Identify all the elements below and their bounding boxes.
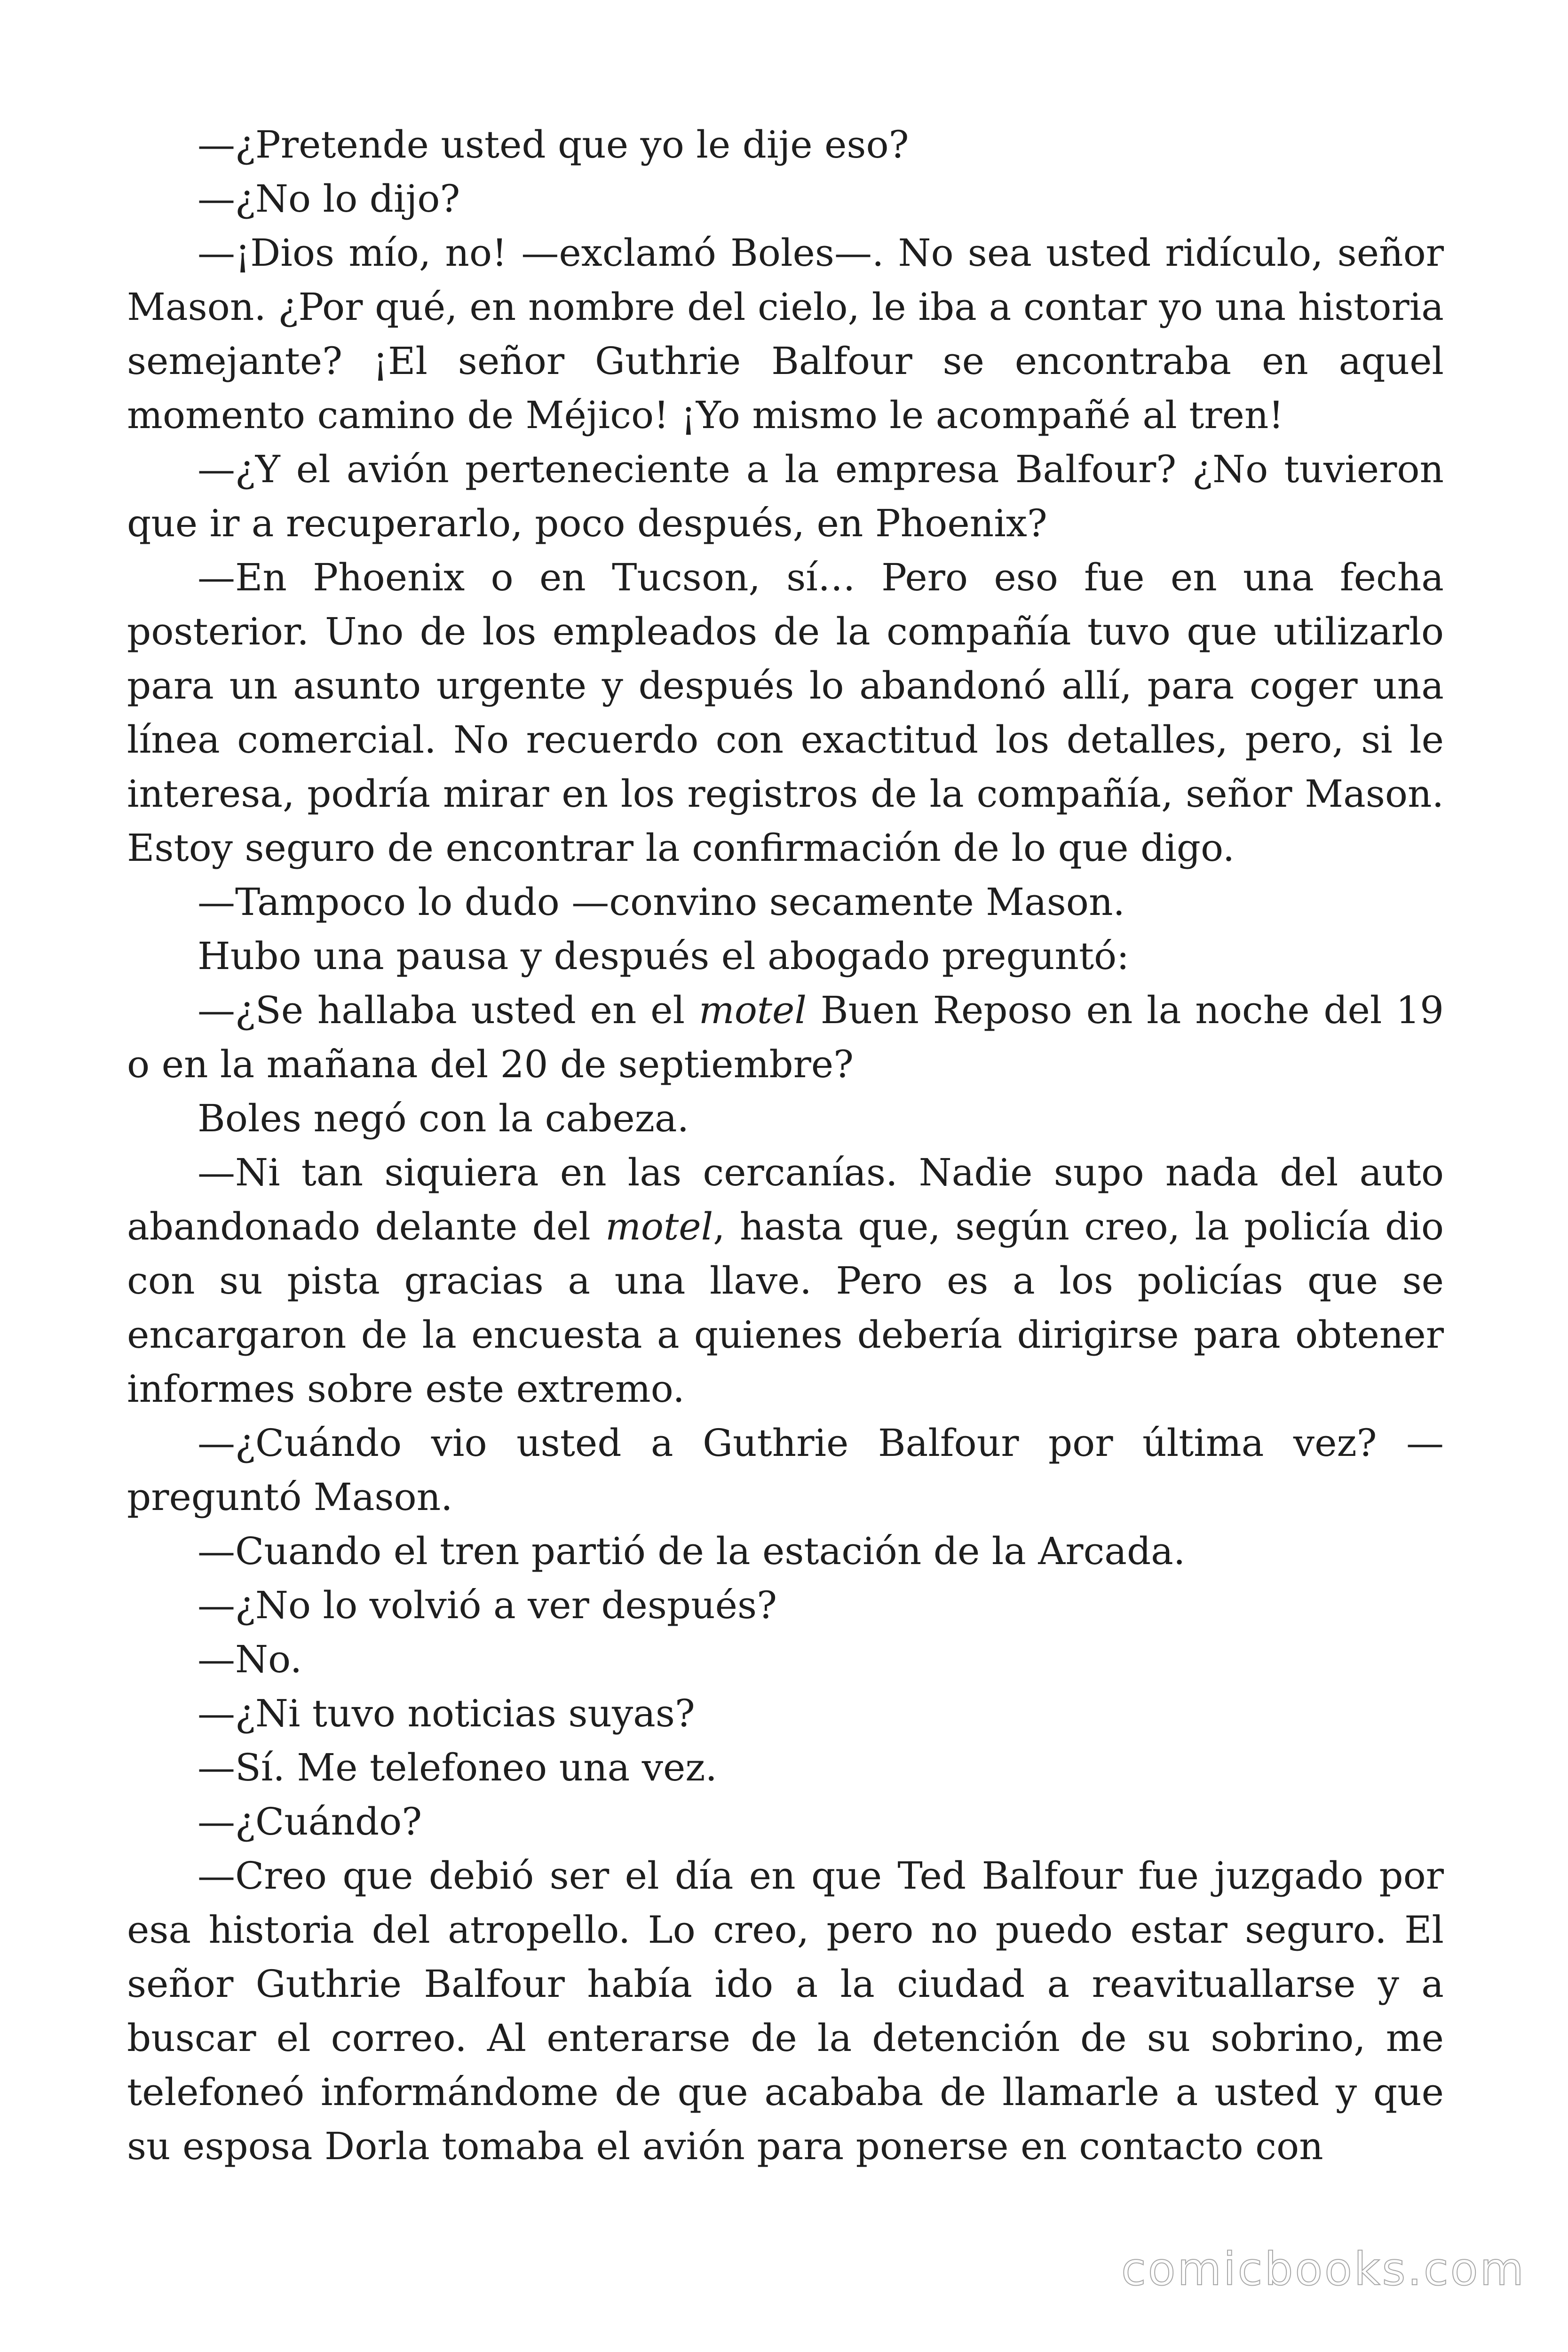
paragraph: —¿Ni tuvo noticias suyas? [198, 1692, 695, 1735]
paragraph: —Cuando el tren partió de la estación de la Arcada. [198, 1529, 1186, 1573]
paragraph: Hubo una pausa y después el abogado preguntó: [198, 934, 1130, 978]
italic-word: motel [605, 1205, 713, 1248]
paragraph-text: Buen Reposo en la noche del 19 o en la mañana del 20 de septiembre? [127, 988, 1444, 1086]
paragraph [127, 983, 1444, 1091]
paragraph: —En Phoenix o en Tucson, sí… Pero eso fue en una fecha posterior. Uno de los empleados de la compañía tuvo que utilizarlo para un asunto urgente y después lo abandonó allí, para coger una línea comercial. No recuerdo con exactitud los detalles, pero, si le interesa, podría mirar en los registros de la compañía, señor Mason. Estoy seguro de encontrar la confirmación de lo que digo. [127, 556, 1444, 870]
paragraph-text: —¿Se hallaba usted en el [198, 988, 699, 1032]
paragraph: —¿No lo volvió a ver después? [198, 1583, 777, 1627]
paragraph-text: , hasta que, según creo, la policía dio con su pista gracias a una llave. Pero es a los policías que se encargaron de la encuesta a quienes debería dirigirse para obtener informes sobre este extremo. [127, 1205, 1444, 1411]
paragraph-text: —Ni tan siquiera en las cercanías. Nadie supo nada del auto abandonado delante del [127, 1151, 1444, 1248]
paragraph: —¿Cuándo? [198, 1800, 422, 1843]
paragraph: —¡Dios mío, no! —exclamó Boles—. No sea usted ridículo, señor Mason. ¿Por qué, en nombre del cielo, le iba a contar yo una historia semejante? ¡El señor Guthrie Balfour se encontraba en aquel momento camino de Méjico! ¡Yo mismo le acompañé al tren! [127, 231, 1444, 437]
paragraph: —¿Y el avión perteneciente a la empresa Balfour? ¿No tuvieron que ir a recuperarlo, poco después, en Phoenix? [127, 447, 1444, 545]
paragraph: —¿Pretende usted que yo le dije eso? [198, 123, 909, 167]
paragraph: Boles negó con la cabeza. [198, 1097, 689, 1140]
paragraph: —Tampoco lo dudo —convino secamente Mason. [198, 880, 1125, 924]
paragraph: —¿No lo dijo? [198, 177, 460, 221]
paragraph: —No. [198, 1637, 302, 1681]
paragraph: —Sí. Me telefoneo una vez. [198, 1746, 717, 1789]
italic-word: motel [698, 988, 807, 1032]
paragraph: —¿Cuándo vio usted a Guthrie Balfour por última vez? —preguntó Mason. [127, 1421, 1444, 1519]
watermark-logo: comicbooks.com [1121, 2243, 1526, 2296]
book-page-text [127, 118, 1444, 2173]
paragraph [127, 1145, 1444, 1416]
paragraph: —Creo que debió ser el día en que Ted Balfour fue juzgado por esa historia del atropello. Lo creo, pero no puedo estar seguro. El señor Guthrie Balfour había ido a la ciudad a reavituallarse y a buscar el correo. Al enterarse de la detención de su sobrino, me telefoneó informándome de que acababa de llamarle a usted y que su esposa Dorla tomaba el avión para ponerse en contacto con [127, 1854, 1444, 2168]
